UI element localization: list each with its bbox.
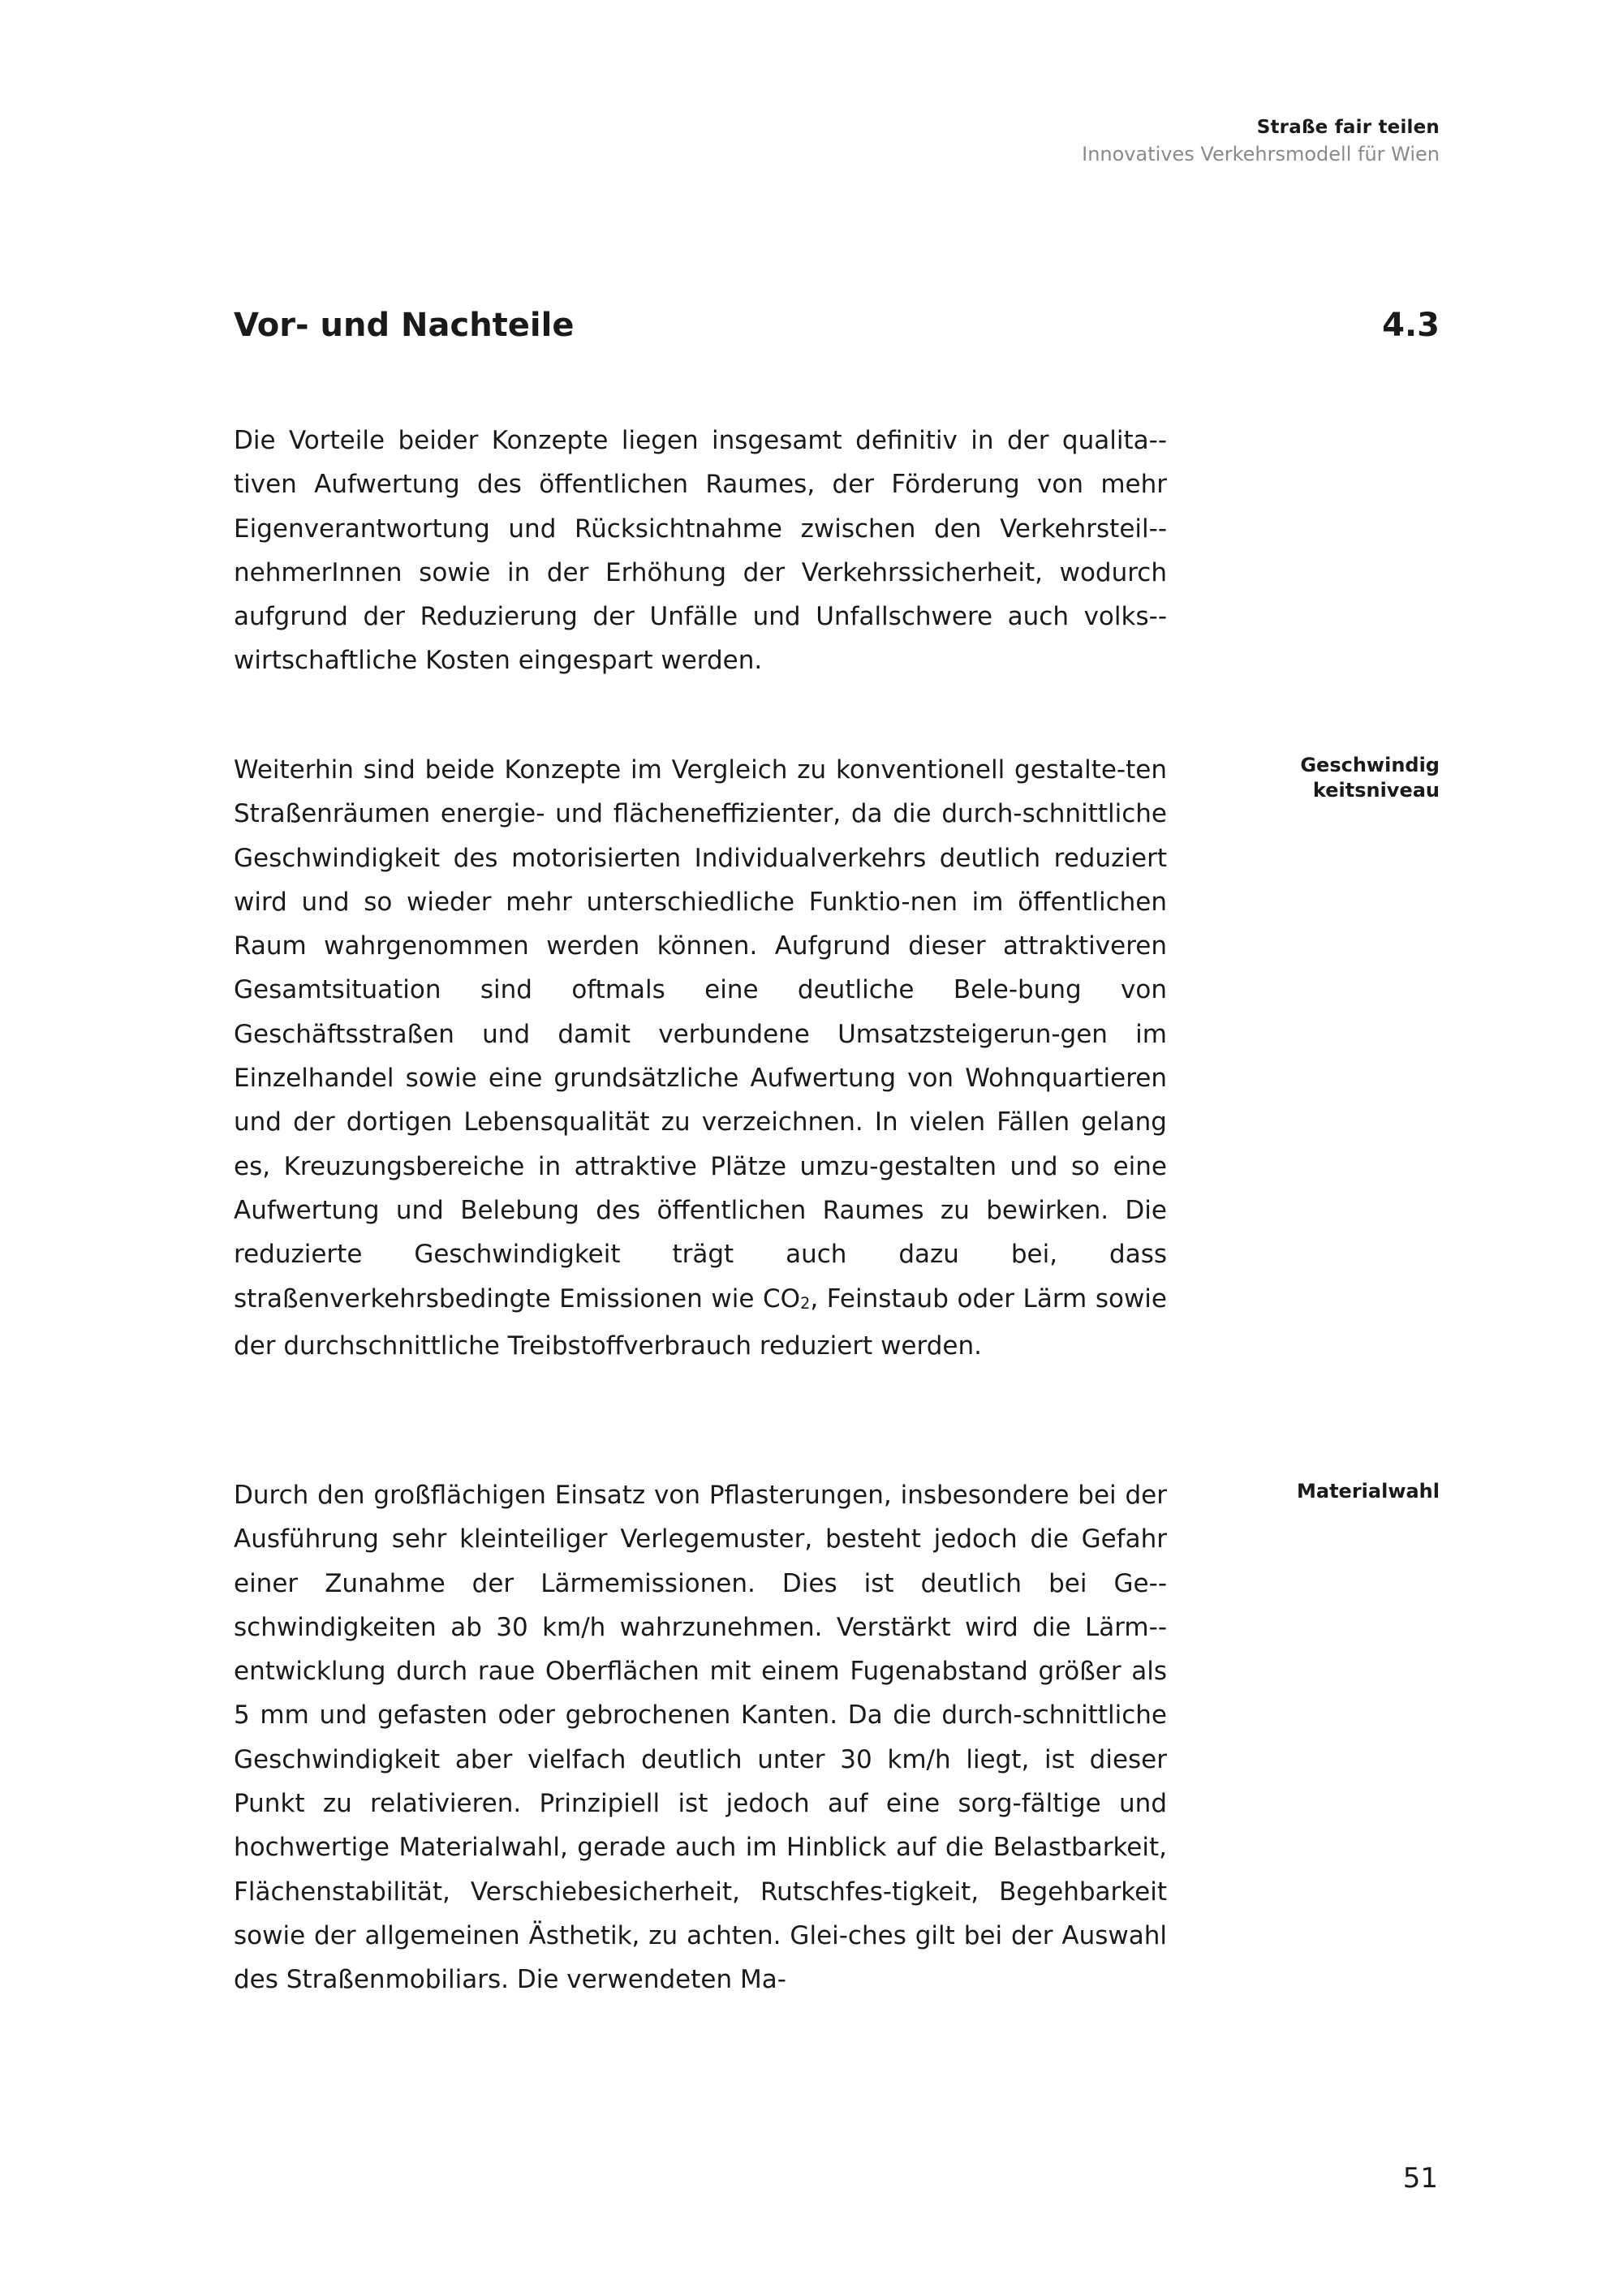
paragraph-speed-level-text-end: , Feinstaub oder Lärm sowie der durchschnittliche Treibstoffverbrauch reduziert werden. xyxy=(234,1283,1167,1361)
running-header-title: Straße fair teilen xyxy=(1256,117,1440,138)
paragraph-material-choice: Durch den großflächigen Einsatz von Pflasterungen, insbesondere bei der Ausführung sehr kleinteiliger Verlegemuster, besteht jedoch die Gefahr einer Zunahme der Lärmemissionen. Dies ist deutlich bei Ge-schwindigkeiten ab 30 km/h wahrzunehmen. Verstärkt wird die Lärm-entwicklung durch raue Oberflächen mit einem Fugenabstand größer als 5 mm und gefasten oder gebrochenen Kanten. Da die durch-schnittliche Geschwindigkeit aber vielfach deutlich unter 30 km/h liegt, ist dieser Punkt zu relativieren. Prinzipiell ist jedoch auf eine sorg-fältige und hochwertige Materialwahl, gerade auch im Hinblick auf die Belastbarkeit, Flächenstabilität, Verschiebesicherheit, Rutschfes-tigkeit, Begehbarkeit sowie der allgemeinen Ästhetik, zu achten. Glei-ches gilt bei der Auswahl des Straßenmobiliars. Die verwendeten Ma- xyxy=(234,1481,1167,1995)
section-title: Vor- und Nachteile xyxy=(234,307,575,344)
paragraph-advantages: Die Vorteile beider Konzepte liegen insgesamt definitiv in der qualita-tiven Aufwertung des öffentlichen Raumes, der Förderung von mehr Eigenverantwortung und Rücksichtnahme zwischen den Verkehrsteil-nehmerInnen sowie in der Erhöhung der Verkehrssicherheit, wodurch aufgrund der Reduzierung der Unfälle und Unfallschwere auch volks-wirtschaftliche Kosten eingespart werden. xyxy=(234,426,1167,676)
margin-note-material-choice: Materialwahl xyxy=(1297,1480,1440,1503)
co2-subscript: 2 xyxy=(800,1294,811,1314)
page-number: 51 xyxy=(1402,2162,1438,2195)
margin-note-speed-level: Geschwindig keitsniveau xyxy=(1300,754,1440,802)
running-header-subtitle: Innovatives Verkehrsmodell für Wien xyxy=(1082,143,1440,166)
paragraph-speed-level-text: Weiterhin sind beide Konzepte im Vergleich zu konventionell gestalte-ten Straßenräumen energie- und flächeneffizienter, da die durch-schnittliche Geschwindigkeit des motorisierten Individualverkehrs deutlich reduziert wird und so wieder mehr unterschiedliche Funktio-nen im öffentlichen Raum wahrgenommen werden können. Aufgrund dieser attraktiveren Gesamtsituation sind oftmals eine deutliche Bele-bung von Geschäftsstraßen und damit verbundene Umsatzsteigerun-gen im Einzelhandel sowie eine grundsätzliche Aufwertung von Wohnquartieren und der dortigen Lebensqualität zu verzeichnen. In vielen Fällen gelang es, Kreuzungsbereiche in attraktive Plätze umzu-gestalten und so eine Aufwertung und Belebung des öffentlichen Raumes zu bewirken. Die reduzierte Geschwindigkeit trägt auch dazu bei, dass straßenverkehrsbedingte Emissionen wie CO xyxy=(234,755,1167,1314)
section-number: 4.3 xyxy=(1382,307,1440,344)
paragraph-speed-level xyxy=(234,748,1167,1368)
